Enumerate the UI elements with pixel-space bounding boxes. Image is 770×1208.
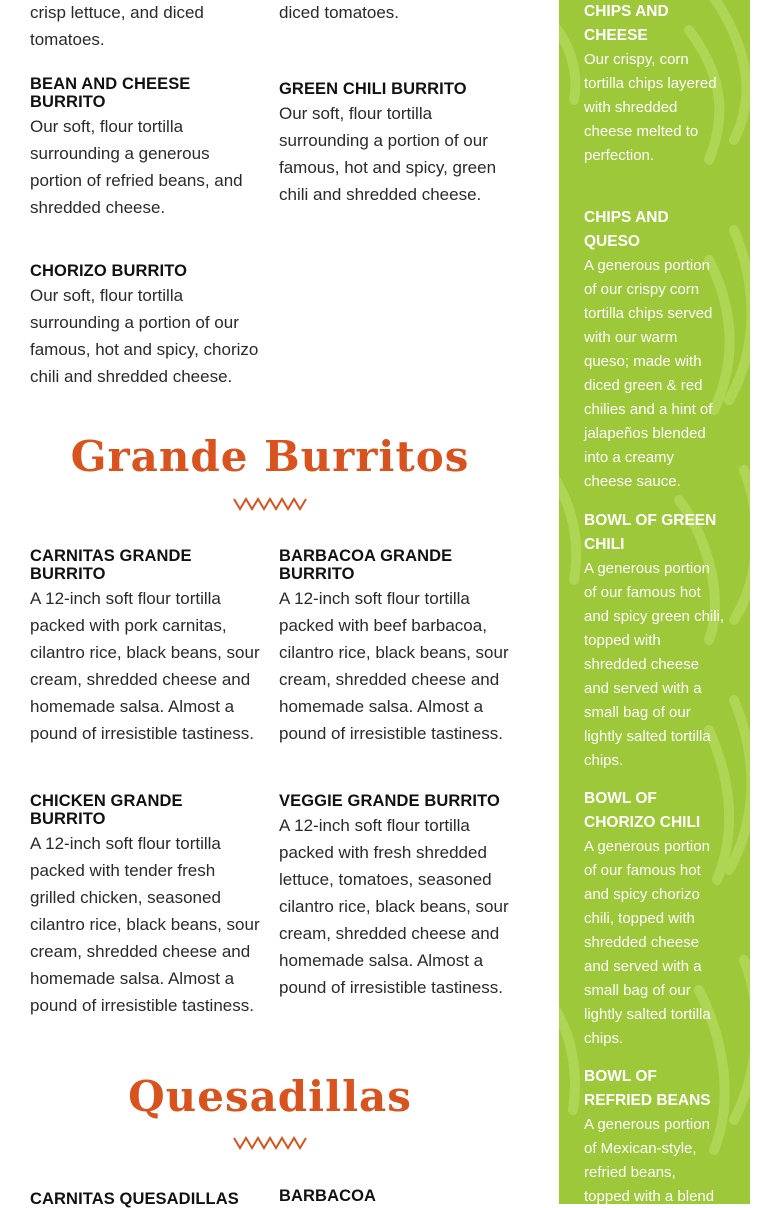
- menu-item-carnitas-quesadillas: [30, 1190, 270, 1208]
- menu-item-name: CARNITAS QUESADILLAS: [30, 1190, 239, 1208]
- side-item-name: BOWL OF GREEN CHILI: [584, 512, 717, 553]
- side-item-name: BOWL OF REFRIED BEANS: [584, 1068, 711, 1109]
- side-item-description: Our crispy, corn tortilla chips layered with shredded cheese melted to perfection.: [584, 51, 717, 164]
- menu-item-name: BARBACOA: [279, 1187, 377, 1205]
- side-item-name: CHIPS AND QUESO: [584, 209, 669, 250]
- menu-item-carnitas-grande-burrito: [30, 547, 262, 747]
- menu-item-description: A 12-inch soft flour tortilla packed with tender fresh grilled chicken, seasoned cilantro rice, black beans, sour cream, shredded cheese and homemade salsa. Almost a pound of irresistible tastiness.: [30, 834, 260, 1015]
- side-item-bowl-of-chorizo-chili: [559, 787, 750, 1051]
- menu-item-green-chili-burrito: [279, 80, 511, 208]
- side-item-description: A generous portion of our famous hot and spicy green chili, topped with shredded cheese and served with a small bag of our lightly salted tortilla chips.: [584, 560, 725, 769]
- menu-item-chorizo-burrito: [30, 262, 262, 390]
- menu-item-name: VEGGIE GRANDE BURRITO: [279, 792, 500, 810]
- item-description-fragment: crisp lettuce, and diced tomatoes.: [30, 3, 204, 49]
- menu-item-description: Our soft, flour tortilla surrounding a generous portion of refried beans, and shredded cheese.: [30, 117, 243, 217]
- menu-item-bean-cheese-burrito: [30, 75, 262, 221]
- side-item-description: A generous portion of our crispy corn tortilla chips served with our warm queso; made with diced green & red chilies and a hint of jalapeños blended into a creamy cheese sauce.: [584, 257, 713, 490]
- side-item-chips-and-cheese: [559, 0, 750, 168]
- zigzag-divider-icon: [233, 1136, 307, 1150]
- menu-item-barbacoa-grande-burrito: [279, 547, 511, 747]
- menu-item-veggie-grande-burrito: [279, 792, 511, 1001]
- side-item-description: A generous portion of our famous hot and spicy chorizo chili, topped with shredded cheese and served with a small bag of our lightly salted tortilla chips.: [584, 838, 711, 1047]
- side-item-name: CHIPS AND CHEESE: [584, 3, 669, 44]
- sides-sidebar: [559, 0, 750, 1204]
- menu-item-description: Our soft, flour tortilla surrounding a portion of our famous, hot and spicy, chorizo chili and shredded cheese.: [30, 286, 259, 386]
- zigzag-divider-icon: [233, 497, 307, 511]
- menu-item-description: Our soft, flour tortilla surrounding a portion of our famous, hot and spicy, green chili and shredded cheese.: [279, 104, 497, 204]
- menu-item-description: A 12-inch soft flour tortilla packed with beef barbacoa, cilantro rice, black beans, sour cream, shredded cheese and homemade salsa. Almost a pound of irresistible tastiness.: [279, 589, 509, 743]
- menu-item-description: A 12-inch soft flour tortilla packed with fresh shredded lettuce, tomatoes, seasoned cilantro rice, black beans, sour cream, shredded cheese and homemade salsa. Almost a pound of irresistible tastiness.: [279, 816, 509, 997]
- menu-item-chicken-grande-burrito: [30, 792, 262, 1019]
- side-item-chips-and-queso: [559, 206, 750, 494]
- menu-item-name: CARNITAS GRANDE BURRITO: [30, 547, 192, 583]
- side-item-name: BOWL OF CHORIZO CHILI: [584, 790, 701, 831]
- menu-item-name: GREEN CHILI BURRITO: [279, 80, 467, 98]
- menu-item-name: BEAN AND CHEESE BURRITO: [30, 75, 191, 111]
- menu-item-description: A 12-inch soft flour tortilla packed with pork carnitas, cilantro rice, black beans, sour cream, shredded cheese and homemade salsa. Almost a pound of irresistible tastiness.: [30, 589, 260, 743]
- item-description-fragment: diced tomatoes.: [279, 3, 400, 22]
- menu-item-name: CHICKEN GRANDE BURRITO: [30, 792, 183, 828]
- side-item-bowl-of-refried-beans: [559, 1065, 750, 1204]
- side-item-bowl-of-green-chili: [559, 509, 750, 773]
- menu-item-barbacoa-quesadillas: [279, 1187, 511, 1205]
- section-title-grande-burritos: Grande Burritos: [70, 432, 470, 481]
- section-title-quesadillas: Quesadillas: [128, 1072, 412, 1121]
- menu-item-name: BARBACOA GRANDE BURRITO: [279, 547, 453, 583]
- side-item-description: A generous portion of Mexican-style, refried beans, topped with a blend: [584, 1116, 715, 1204]
- menu-item-name: CHORIZO BURRITO: [30, 262, 188, 280]
